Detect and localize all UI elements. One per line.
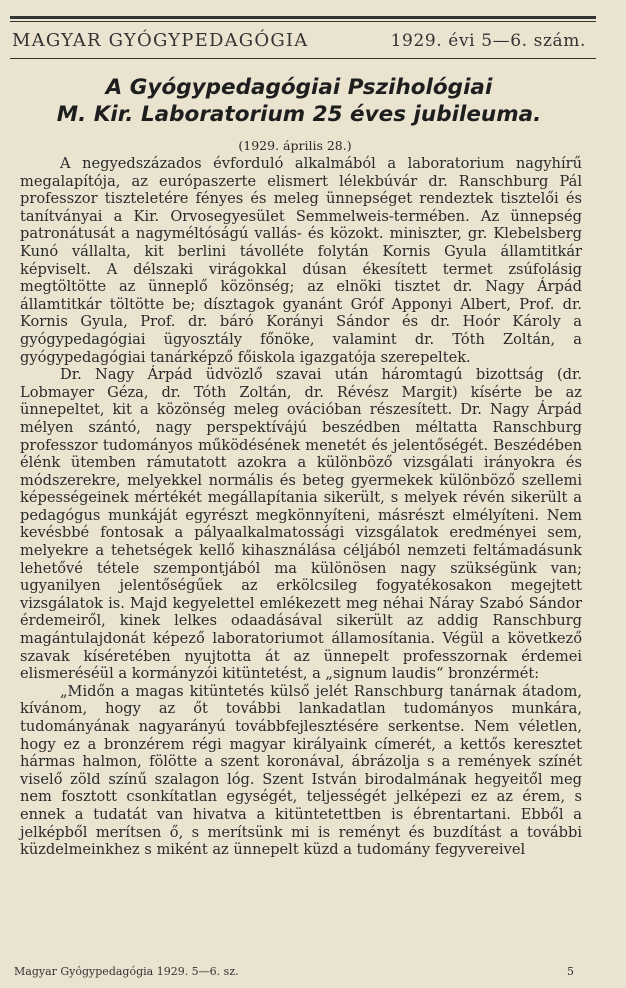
paragraph: Dr. Nagy Árpád üdvözlő szavai után háromtagú bizottság (dr. Lobmayer Géza, dr. Tóth Zoltán, dr. Révész Margit) kísérte be az ünnepeltet, kit a közönség meleg ovációban részesített. Dr. Nagy Árpád mélyen szántó, nagy perspektívájú beszédben méltatta Ranschburg professzor tudományos működésének menetét és jelentőségét. Beszédében élénk ütemben rámutatott azokra a különböző vizsgálati irányokra és módszerekre, melyekkel normális és beteg gyermekek különböző szellemi képességeinek mértékét megállapítania sikerült, s melyek révén sikerült a pedagógus munkáját egyrészt megkönnyíteni, másrészt elmélyíteni. Nem kevésbbé fontosak a pályaalkalmatossági vizsgálatok eredményei sem, melyekre a tehetségek kellő kihasználása céljából nemzeti feltámadásunk lehetővé tétele szempontjából ma különösen nagy szükségünk van; ugyanilyen jelentőségűek az erkölcsileg fogyatékosakon megejtett vizsgálatok is. Majd kegyelettel emlékezett meg néhai Náray Szabó Sándor érdemeiről, kinek lelkes odaadásával sikerült az addig Ranschburg magántulajdonát képező laboratoriumot államosítania. Végül a következő szavak kíséretében nyujtotta át az ünnepelt professzornak érdemei elismeréséül a kormányzói kitüntetést, a „signum laudis“ bronzérmét: [20, 366, 582, 683]
header-rule-bottom [10, 58, 596, 59]
page-number: 5 [567, 965, 574, 978]
title-line-2: M. Kir. Laboratorium 25 éves jubileuma. [56, 102, 542, 127]
header-rule-thin [10, 21, 596, 22]
paragraph: „Midőn a magas kitüntetés külső jelét Ranschburg tanárnak átadom, kívánom, hogy az őt további lankadatlan tudományos munkára, tudományának nagyarányú továbbfejlesztésére serkentse. Nem véletlen, hogy ez a bronzérem régi magyar királyaink címerét, a kettős keresztet hármas halmon, fölötte a szent koronával, ábrázolja s a remények színét viselő zöld színű szalagon lóg. Szent István birodalmának hegyeitől meg nem fosztott csonkítatlan egységét, teljességét jelképezi ez az érem, s ennek a tudatát van hivatva a kitüntetettben is ébrentartani. Ebből a jelképből merítsen ő, s merítsünk mi is reményt és buzdítást a további küzdelmeinkhez s miként az ünnepelt küzd a tudomány fegyvereivel [20, 682, 582, 859]
page-footer [14, 965, 574, 978]
footer-journal: Magyar Gyógypedagógia 1929. 5—6. sz. [14, 965, 239, 978]
article-body [20, 155, 582, 859]
issue-label: 1929. évi 5—6. szám. [390, 31, 586, 51]
article-title [12, 74, 586, 128]
running-header [12, 30, 586, 51]
article-date: (1929. április 28.) [238, 138, 352, 153]
header-rule-thick [10, 16, 596, 19]
journal-name: MAGYAR GYÓGYPEDAGÓGIA [12, 30, 309, 51]
title-line-1: A Gyógypedagógiai Pszihológiai [105, 75, 493, 100]
paragraph: A negyedszázados évforduló alkalmából a laboratorium nagyhírű megalapítója, az európaszerte elismert lélekbúvár dr. Ranschburg Pál professzor tiszteletére fényes és meleg ünnepséget rendeztek tisztelői és tanítványai a Kir. Orvosegyesület Semmelweis-termében. Az ünnepség patronátusát a nagyméltóságú vallás- és közokt. miniszter, gr. Klebelsberg Kunó vállalta, kit berlini távolléte folytán Kornis Gyula államtitkár képviselt. A délszaki virágokkal dúsan ékesített termet zsúfolásig megtöltötte az ünneplő közönség; az elnöki tisztet dr. Nagy Árpád államtitkár töltötte be; dísztagok gyanánt Gróf Apponyi Albert, Prof. dr. Kornis Gyula, Prof. dr. báró Korányi Sándor és dr. Hoór Károly a gyógypedagógiai ügyosztály főnöke, valamint dr. Tóth Zoltán, a gyógypedagógiai tanárképző főiskola igazgatója szerepeltek. [20, 155, 582, 366]
